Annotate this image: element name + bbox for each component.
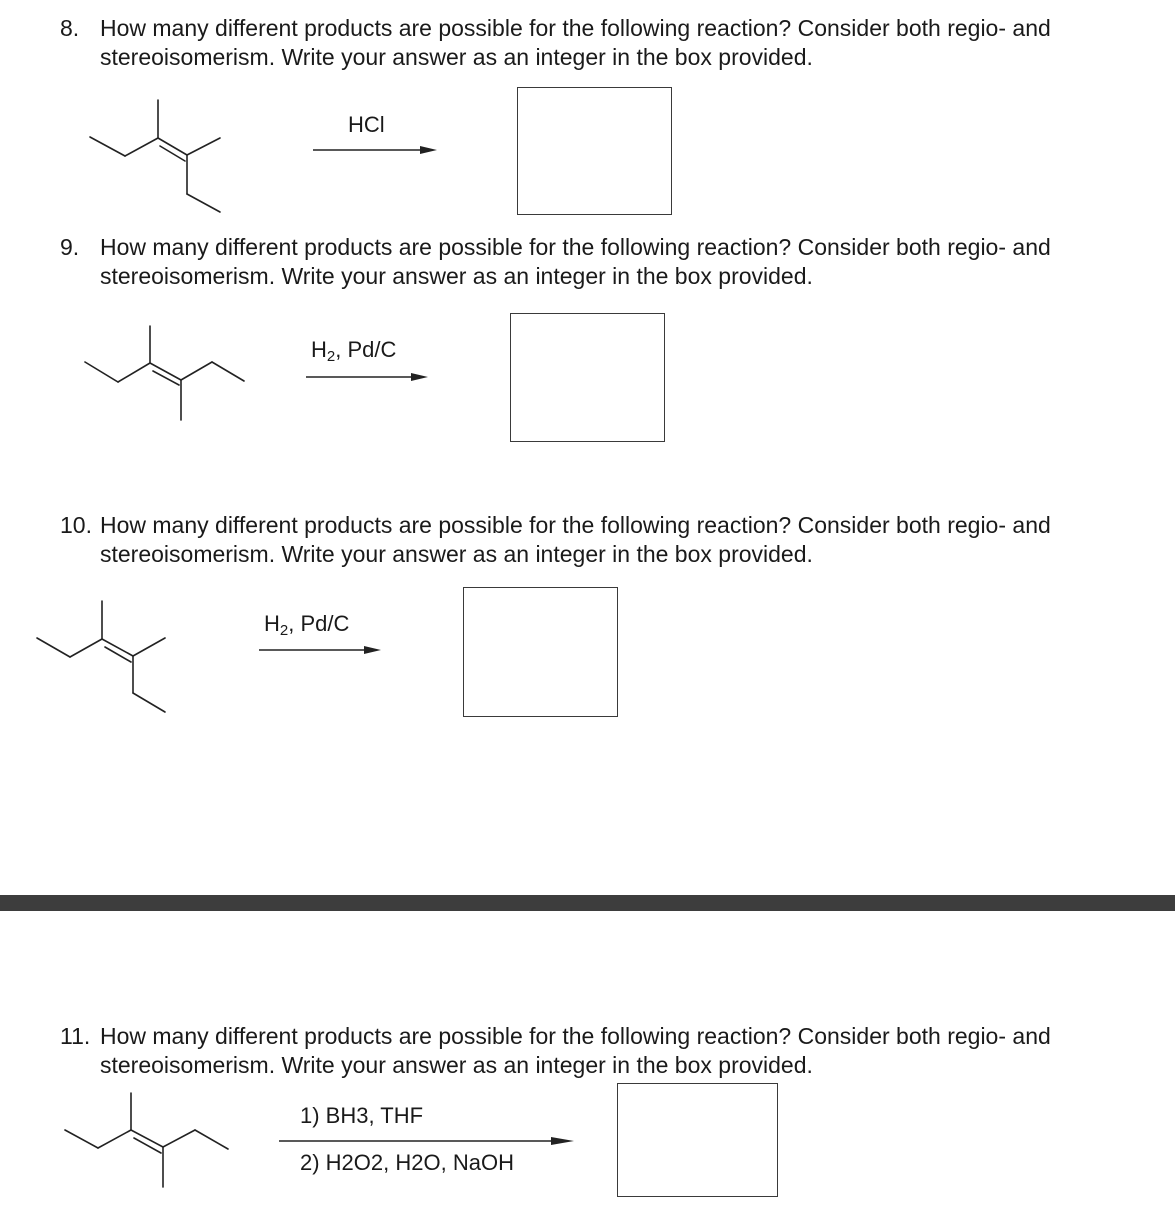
question-10-text: How many different products are possible for the following reaction? Consider both regio- and stereoisomerism. Write your answer as an integer in the box provided. bbox=[100, 512, 1051, 567]
q11-answer-box[interactable] bbox=[617, 1083, 778, 1197]
question-9-text: How many different products are possible for the following reaction? Consider both regio- and stereoisomerism. Write your answer as an integer in the box provided. bbox=[100, 234, 1051, 289]
q9-answer-box[interactable] bbox=[510, 313, 665, 442]
question-10-number: 10. bbox=[60, 512, 92, 538]
q8-reagent: HCl bbox=[348, 112, 385, 137]
q11-reaction-arrow bbox=[278, 1131, 578, 1151]
q10-answer-box[interactable] bbox=[463, 587, 618, 717]
question-8-text: How many different products are possible for the following reaction? Consider both regio- and stereoisomerism. Write your answer as an integer in the box provided. bbox=[100, 15, 1051, 70]
question-9-number: 9. bbox=[60, 234, 80, 260]
q10-reaction-arrow bbox=[258, 640, 388, 660]
q10-reagent: $H_2$, Pd/C bbox=[264, 611, 350, 639]
q8-reaction-arrow bbox=[312, 140, 442, 160]
q9-reagent: $H_2$, Pd/C bbox=[311, 337, 397, 365]
q8-answer-box[interactable] bbox=[517, 87, 672, 215]
q11-reagent-step1: 1) BH3, THF bbox=[300, 1103, 424, 1128]
question-11-text: How many different products are possible for the following reaction? Consider both regio- and stereoisomerism. Write your answer as an integer in the box provided. bbox=[100, 1023, 1051, 1078]
q9-reaction-arrow bbox=[305, 367, 435, 387]
question-11-number: 11. bbox=[60, 1023, 91, 1049]
q11-reagent-step2: 2) H2O2, H2O, NaOH bbox=[300, 1150, 514, 1175]
question-8-number: 8. bbox=[60, 15, 80, 41]
q11-alkene-structure bbox=[0, 0, 260, 1200]
